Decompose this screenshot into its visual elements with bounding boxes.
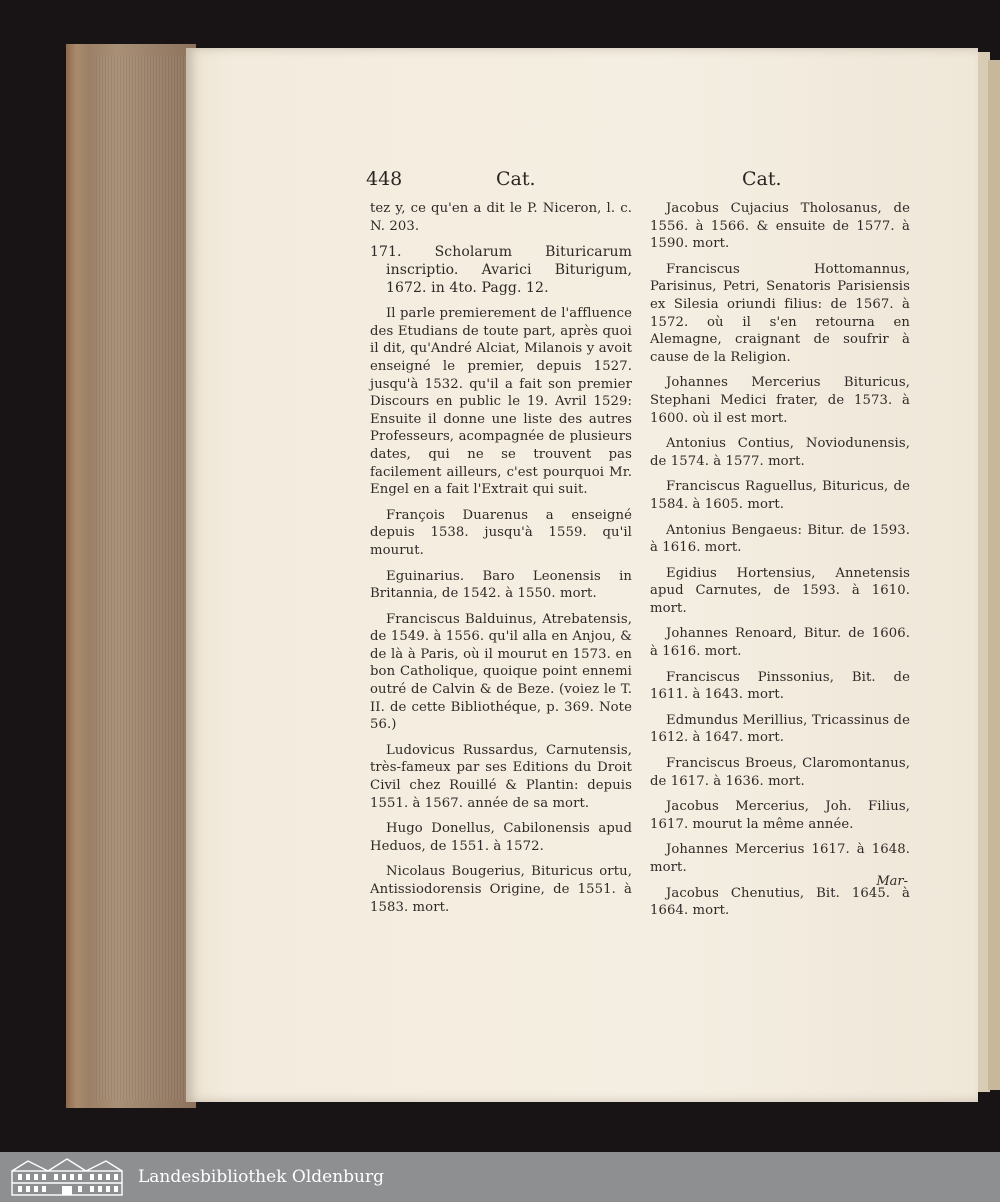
paragraph: Franciscus Balduinus, Atrebatensis, de 1549. à 1556. qu'il alla en Anjou, & de là à Paris, où il mourut en 1573. en bon Catholique, quoique point ennemi outré de Calvin & de Beze. (voiez le T. II. de cette Bibliothéque, p. 369. Note 56.)	[370, 611, 632, 733]
paragraph: Il parle premierement de l'affluence des Etudians de toute part, après quoi il dit, qu'André Alciat, Milanois y avoit enseigné le premier, depuis 1527. jusqu'à 1532. qu'il a fait son premier Discours en public le 19. Avril 1529: Ensuite il donne une liste des autres Professeurs, acompagnée de plusieurs dates, qui ne se trouvent pas facilement ailleurs, c'est pourquoi Mr. Engel en a fait l'Extrait qui suit.	[370, 306, 632, 498]
paragraph: Edmundus Merillius, Tricassinus de 1612. à 1647. mort.	[650, 712, 910, 746]
paragraph: Antonius Bengaeus: Bitur. de 1593. à 1616. mort.	[650, 522, 910, 556]
paragraph: Antonius Contius, Noviodunensis, de 1574. à 1577. mort.	[650, 436, 910, 469]
paragraph: Johannes Mercerius Bituricus, Stephani Medici frater, de 1573. à 1600. où il est mort.	[650, 375, 910, 426]
paragraph: Johannes Renoard, Bitur. de 1606. à 1616. mort.	[650, 626, 910, 660]
facing-page-edge-shadow	[988, 60, 1000, 1090]
paragraph: Egidius Hortensius, Annetensis apud Carnutes, de 1593. à 1610. mort.	[650, 565, 910, 616]
paragraph: Eguinarius. Baro Leonensis in Britannia, de 1542. à 1550. mort.	[370, 568, 632, 602]
right-text-column	[650, 200, 910, 928]
right-running-head: Cat.	[742, 168, 782, 190]
paragraph: Jacobus Cujacius Tholosanus, de 1556. à 1566. & ensuite de 1577. à 1590. mort.	[650, 201, 910, 252]
paragraph: Hugo Donellus, Cabilonensis apud Heduos, de 1551. à 1572.	[370, 821, 632, 854]
library-building-icon	[8, 1157, 126, 1197]
paragraph: Franciscus Hottomannus, Parisinus, Petri, Senatoris Parisiensis ex Silesia oriundi filius: de 1567. à 1572. où il s'en retourna en Alemagne, craignant de soufrir à cause de la Religion.	[650, 261, 910, 365]
paragraph: Nicolaus Bougerius, Bituricus ortu, Antissiodorensis Origine, de 1551. à 1583. mort.	[370, 864, 632, 915]
entry-heading: 171. Scholarum Bituricarum inscriptio. Avarici Biturigum, 1672. in 4to. Pagg. 12.	[370, 244, 632, 297]
paragraph: Jacobus Chenutius, Bit. 1645. à 1664. mort.	[650, 885, 910, 919]
paragraph: Jacobus Mercerius, Joh. Filius, 1617. mourut la même année.	[650, 799, 910, 832]
paragraph: Franciscus Raguellus, Bituricus, de 1584. à 1605. mort.	[650, 479, 910, 512]
left-text-column	[370, 200, 632, 924]
paragraph: Ludovicus Russardus, Carnutensis, très-fameux par ses Editions du Droit Civil chez Rouillé & Plantin: depuis 1551. à 1567. année de sa mort.	[370, 742, 632, 811]
paragraph: Franciscus Broeus, Claromontanus, de 1617. à 1636. mort.	[650, 756, 910, 789]
paragraph: Franciscus Pinssonius, Bit. de 1611. à 1643. mort.	[650, 669, 910, 703]
book-page-edges	[66, 44, 196, 1108]
catchword: Mar-	[876, 874, 908, 889]
paragraph: Johannes Mercerius 1617. à 1648. mort.	[650, 842, 910, 875]
paragraph: tez y, ce qu'en a dit le P. Niceron, l. c. N. 203.	[370, 201, 632, 234]
footer-bar	[0, 1152, 1000, 1202]
page-number: 448	[366, 168, 403, 190]
footer-label: Landesbibliothek Oldenburg	[138, 1167, 385, 1187]
left-running-head: Cat.	[496, 168, 536, 190]
paragraph: François Duarenus a enseigné depuis 1538. jusqu'à 1559. qu'il mourut.	[370, 507, 632, 558]
